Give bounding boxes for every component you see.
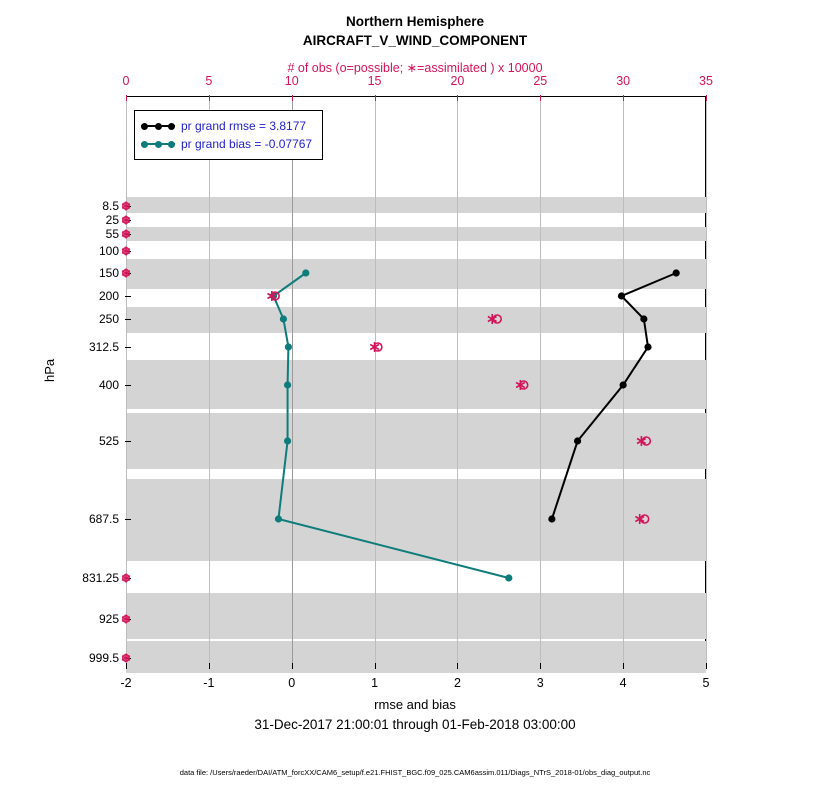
x-tick-label: 5: [702, 676, 710, 690]
series-point: [620, 381, 627, 388]
top-x-tick-label: 30: [616, 74, 631, 88]
data-file-note: data file: /Users/raeder/DAI/ATM_forcXX/CAM6_setup/f.e21.FHIST_BGC.f09_025.CAM6assim.011/Diags_NTrS_2018-01/obs_diag_output.nc: [179, 768, 651, 777]
x-tick-label: 1: [371, 676, 379, 690]
series-point: [574, 437, 581, 444]
legend-swatch-rmse: [141, 120, 175, 132]
empty-level-marker: [122, 230, 130, 239]
empty-level-marker: [122, 247, 130, 256]
top-x-tick: [706, 95, 707, 101]
y-tick-label: 999.5: [88, 651, 119, 665]
series-point: [280, 315, 287, 322]
x-tick-label: -1: [203, 676, 215, 690]
top-axis-title: # of obs (o=possible; ∗=assimilated ) x 10000: [287, 61, 543, 75]
y-tick-label: 687.5: [88, 512, 119, 526]
x-axis-title: rmse and bias: [374, 697, 456, 712]
x-tick-label: -2: [120, 676, 132, 690]
y-tick-label: 8.5: [102, 199, 119, 213]
y-tick-label: 250: [98, 312, 119, 326]
obs-possible-marker: [642, 437, 650, 445]
gridline-vertical: [706, 96, 707, 668]
series-point: [285, 343, 292, 350]
series-point: [284, 381, 291, 388]
top-x-tick-label: 35: [699, 74, 713, 88]
x-tick-label: 0: [288, 676, 296, 690]
chart-legend: [134, 110, 323, 160]
plot-area: [126, 96, 706, 668]
empty-level-marker: [122, 216, 130, 225]
x-tick-label: 3: [536, 676, 544, 690]
series-point: [673, 269, 680, 276]
y-axis-title: hPa: [42, 358, 57, 382]
y-tick-label: 150: [98, 266, 119, 280]
empty-level-marker: [122, 615, 130, 624]
y-tick-label: 100: [98, 244, 119, 258]
title-line-1: Northern Hemisphere: [345, 14, 485, 29]
y-tick-label: 925: [98, 612, 119, 626]
y-tick-label: 55: [105, 227, 119, 241]
y-tick-label: 525: [98, 434, 119, 448]
empty-level-marker: [122, 574, 130, 583]
series-line: [273, 273, 508, 578]
series-point: [640, 315, 647, 322]
series-point: [275, 515, 282, 522]
legend-swatch-bias: [141, 138, 175, 150]
y-tick-label: 312.5: [88, 340, 119, 354]
y-tick-label: 200: [98, 289, 119, 303]
series-line: [552, 273, 676, 519]
x-tick-label: 2: [453, 676, 461, 690]
legend-label-bias: pr grand bias = -0.07767: [181, 137, 313, 151]
empty-level-marker: [122, 202, 130, 211]
x-tick-label: 4: [619, 676, 627, 690]
y-tick-label: 400: [98, 378, 119, 392]
legend-label-rmse: pr grand rmse = 3.8177: [181, 119, 307, 133]
series-point: [505, 574, 512, 581]
series-point: [548, 515, 555, 522]
chart-title: [0, 12, 830, 50]
top-x-tick-label: 25: [533, 74, 548, 88]
empty-level-marker: [122, 654, 130, 663]
series-point: [284, 437, 291, 444]
y-tick-label: 831.25: [82, 571, 119, 585]
empty-level-marker: [122, 269, 130, 278]
top-x-tick-label: 10: [284, 74, 299, 88]
top-x-tick-label: 15: [367, 74, 382, 88]
y-tick-label: 25: [105, 213, 119, 227]
series-point: [302, 269, 309, 276]
top-x-tick-label: 0: [122, 74, 130, 88]
series-point: [644, 343, 651, 350]
title-line-2: AIRCRAFT_V_WIND_COMPONENT: [302, 33, 528, 48]
series-overlay: [126, 96, 706, 668]
obs-possible-marker: [493, 315, 501, 323]
top-x-tick-label: 5: [205, 74, 213, 88]
top-x-tick-label: 20: [450, 74, 465, 88]
obs-possible-marker: [641, 515, 649, 523]
legend-item-rmse: [141, 117, 312, 135]
legend-item-bias: [141, 135, 312, 153]
series-point: [618, 292, 625, 299]
x-tick: [706, 663, 707, 669]
time-range-subtitle: 31-Dec-2017 21:00:01 through 01-Feb-2018 03:00:00: [254, 717, 576, 732]
